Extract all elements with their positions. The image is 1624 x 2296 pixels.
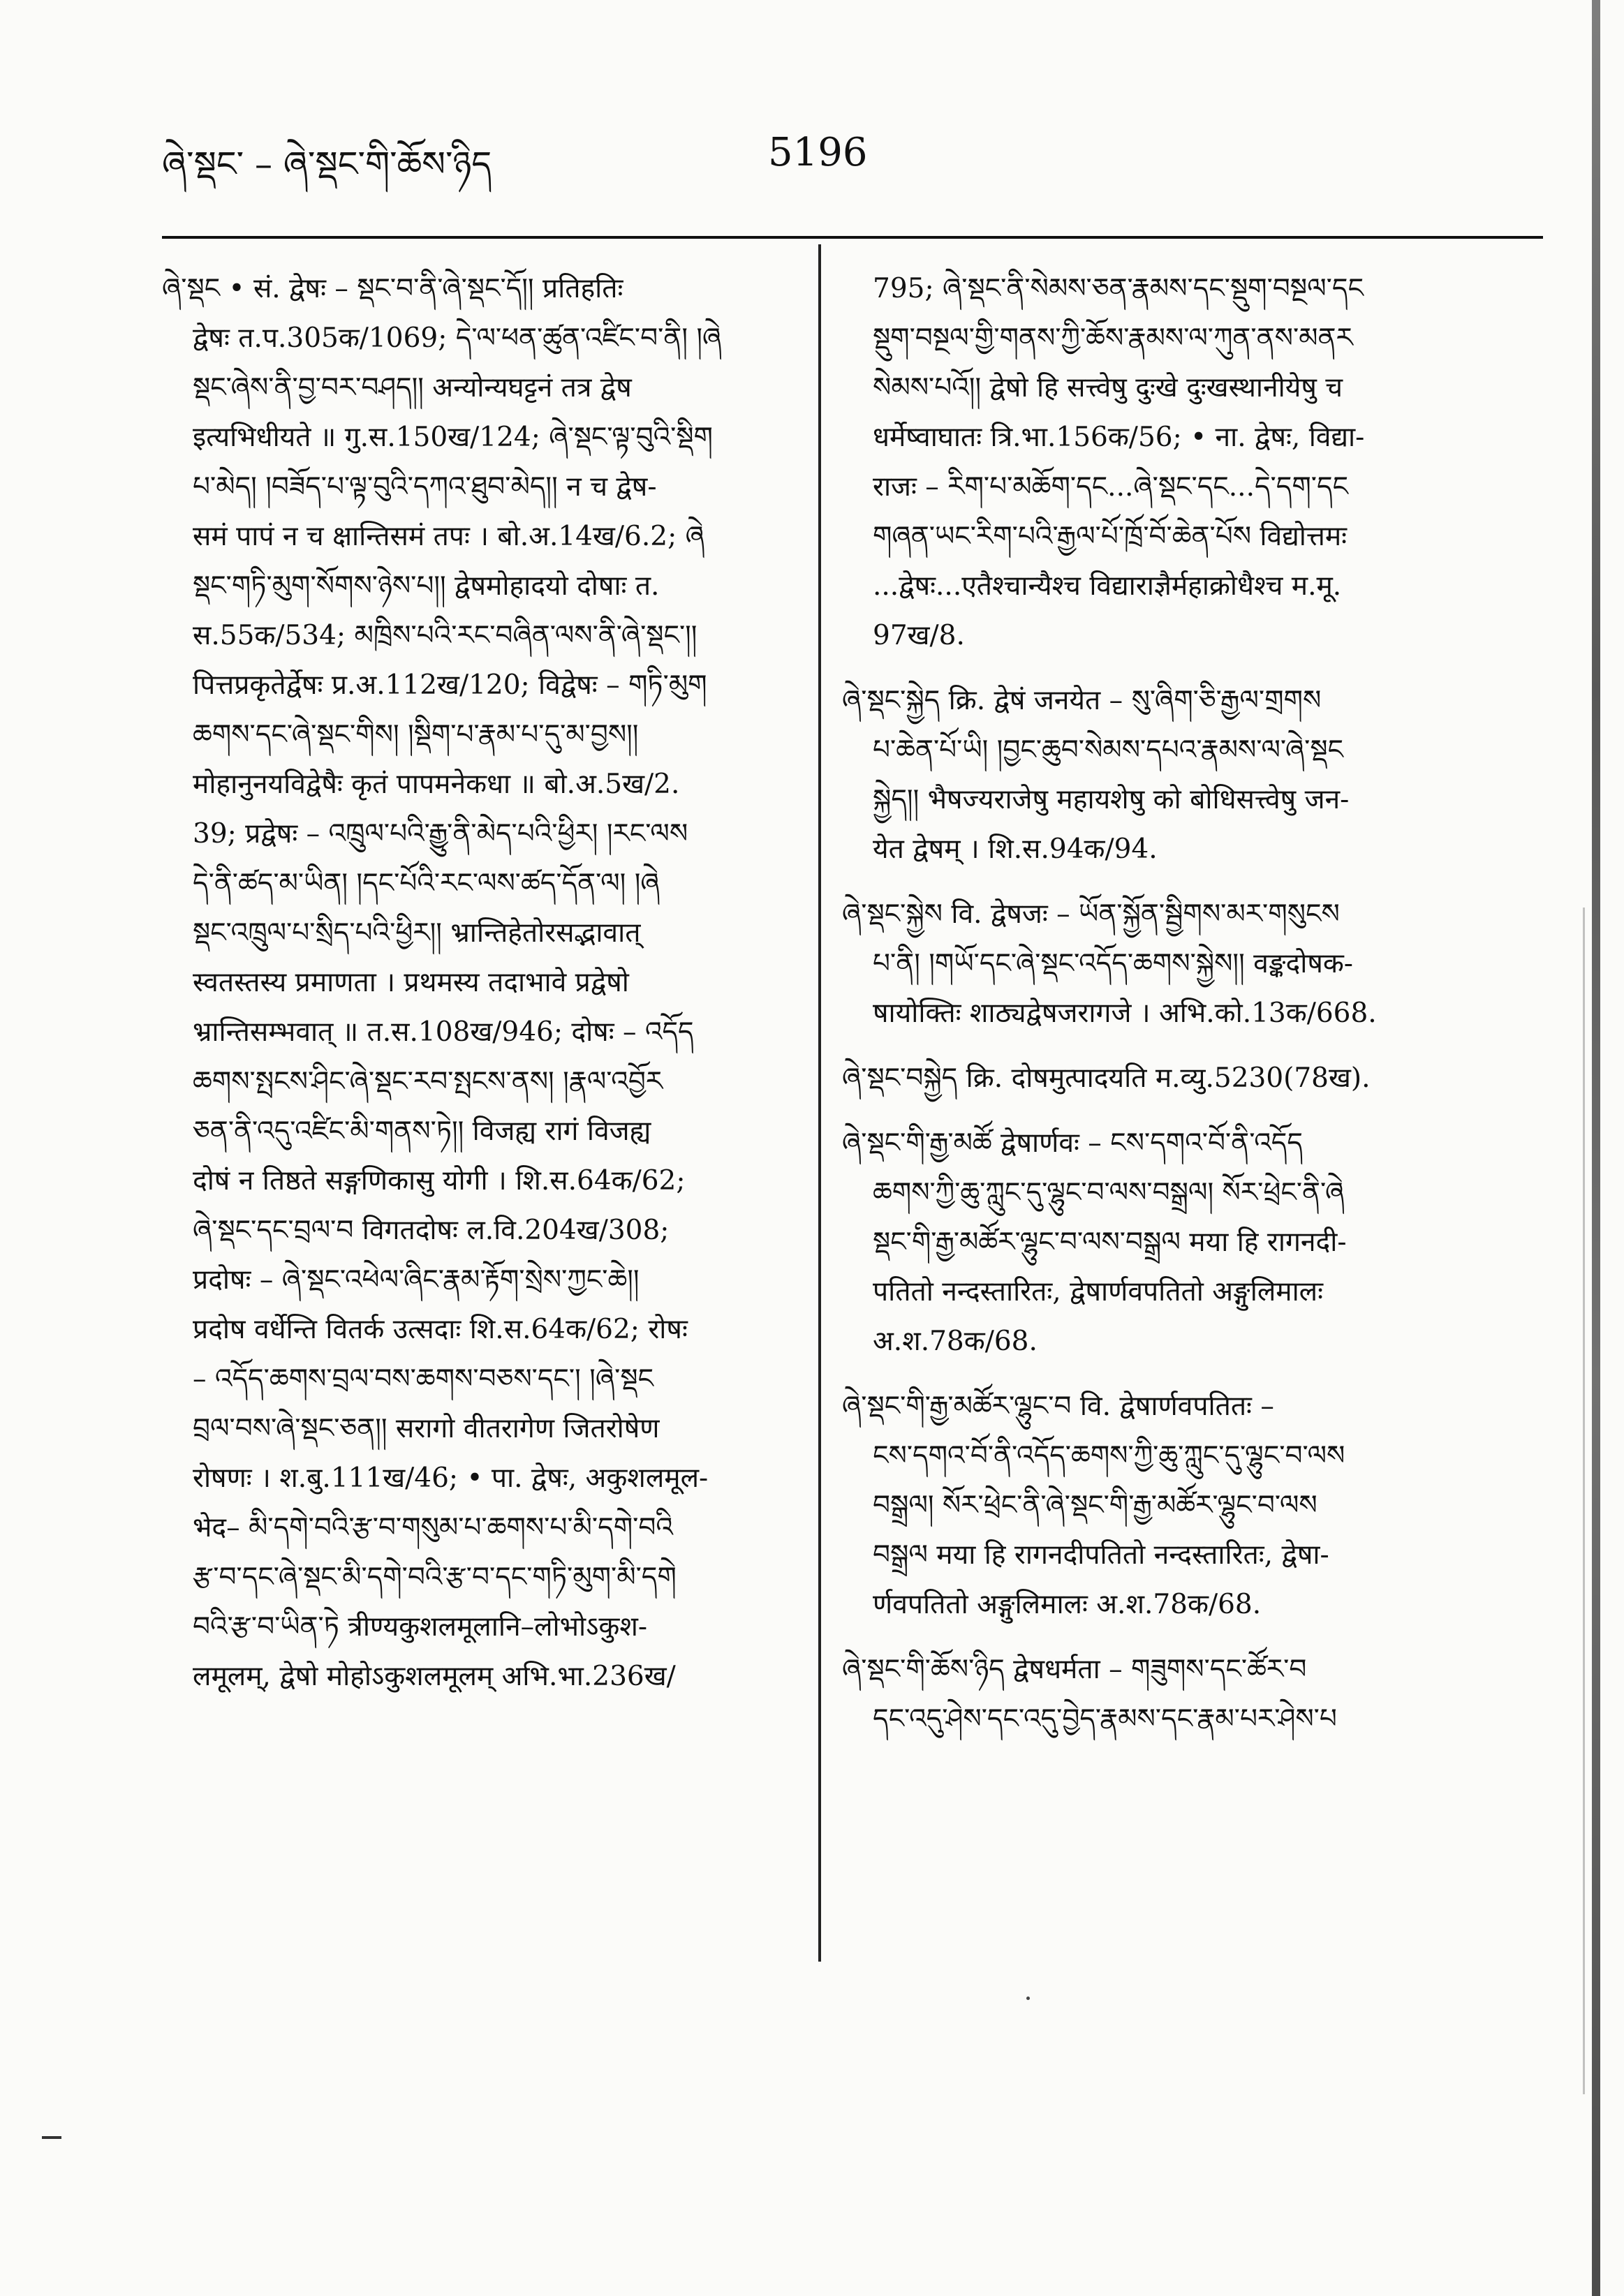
text-line: 97ख/8. (873, 620, 965, 651)
text-line: मोहानुनयविद्वेषैः कृतं पापमनेकधा ॥ बो.अ.5ख/2. (193, 769, 680, 800)
text-line: इत्यभिधीयते ॥ गु.स.150ख/124; ཞེ་སྡང་ལྟ་བུའི་སྡིག (193, 422, 713, 453)
text-line: स्वतस्तस्य प्रमाणता । प्रथमस्य तदाभावे प्रद्वेषो (193, 967, 629, 998)
text-line: བསྒྲལ मया हि रागनदीपतितो नन्दस्तारितः, द्वेषा- (873, 1539, 1329, 1571)
text-line: ཅན་ནི་འདུ་འཛིང་མི་གནས་ཏེ།། विजह्य रागं विजह्य (193, 1116, 651, 1147)
scan-edge (1592, 0, 1600, 2296)
entry-headword-line: ཞེ་སྡང་སྐྱེས वि. द्वेषजः – ཡོན་སྐྱོན་སྦྱིགས་མར་གསུངས (842, 898, 1340, 930)
text-line: དང་འདུ་ཤེས་དང་འདུ་བྱེད་རྣམས་དང་རྣམ་པར་ཤེས་པ (873, 1703, 1337, 1735)
text-line: 795; ཞེ་སྡང་ནི་སེམས་ཅན་རྣམས་དང་སྡུག་བསྔལ་དང (873, 273, 1364, 304)
text-line: སྡང་གཏི་མུག་སོགས་ཉེས་པ།། द्वेषमोहादयो दोषाः त. (193, 570, 660, 602)
header-rule (162, 236, 1543, 239)
text-line: स.55क/534; མཁྲིས་པའི་རང་བཞིན་ལས་ནི་ཞེ་སྡང་།། (193, 620, 697, 651)
entry-spacer (842, 660, 1543, 676)
text-line: སྡང་གི་རྒྱ་མཚོར་ལྷུང་བ་ལས་བསྒྲལ मया हि रागनदी- (873, 1227, 1347, 1258)
text-line: ངས་དགའ་བོ་ནི་འདོད་ཆགས་ཀྱི་ཆུ་ཀླུང་དུ་ལྷུང་བ་ལས (873, 1440, 1345, 1472)
text-line: भ्रान्तिसम्भवात् ॥ त.स.108ख/946; दोषः – འདོད (193, 1016, 694, 1048)
text-line: ཆགས་ཀྱི་ཆུ་ཀླུང་དུ་ལྷུང་བ་ལས་བསྒྲལ། སོར་ཕྲེང་ནི་ཞེ (873, 1177, 1345, 1208)
text-line: ...द्वेषः...एतैश्चान्यैश्च विद्याराज्ञैर्महाक्रोधैश्च म.मू. (873, 570, 1342, 602)
entry-headword-line: ཞེ་སྡང་གི་རྒྱ་མཚོ द्वेषार्णवः – ངས་དགའ་བོ་ནི་འདོད (842, 1127, 1303, 1159)
text-line: षायोक्तिः शाठ्यद्वेषजरागजे । अभि.को.13क/668. (873, 998, 1377, 1029)
text-line: र्णवपतितो अङ्गुलिमालः अ.श.78क/68. (873, 1589, 1262, 1620)
text-line: येत द्वेषम् । शि.स.94क/94. (873, 834, 1158, 865)
text-line: धर्मेष्वाघातः त्रि.भा.156क/56; • ना. द्वेषः, विद्या- (873, 422, 1365, 453)
entry-headword-line: ཞེ་སྡང་སྐྱེད क्रि. द्वेषं जनयेत – སུ་ཞིག་ཅི་རྒྱལ་གྲགས (842, 685, 1322, 716)
column-divider (818, 244, 821, 1962)
text-line: རྩ་བ་དང་ཞེ་སྡང་མི་དགེ་བའི་རྩ་བ་དང་གཏི་མུག་མི་དགེ (193, 1562, 677, 1593)
text-line: སྡུག་བསྔལ་གྱི་གནས་ཀྱི་ཆོས་རྣམས་ལ་ཀུན་ནས་མནར (873, 323, 1353, 354)
left-column (162, 264, 799, 2023)
text-line: प्रदोषः – ཞེ་སྡང་འཕེལ་ཞིང་རྣམ་རྟོག་སྲེས་ཀྱང་ཆེ།། (193, 1264, 640, 1296)
text-line: གཞན་ཡང་རིག་པའི་རྒྱལ་པོ་ཁྲོ་བོ་ཆེན་པོས विद्योत्तमः (873, 521, 1348, 552)
entry-spacer (842, 1366, 1543, 1382)
scan-edge-shadow (1583, 908, 1585, 2094)
entry-headword-line: ཞེ་སྡང་བསྐྱེད क्रि. दोषमुत्पादयति म.व्यु.5230(78ख). (842, 1062, 1371, 1094)
running-headword: ཞེ་སྡང་ – ཞེ་སྡང་གི་ཆོས་ཉིད (162, 144, 492, 184)
text-line: སེམས་པའོ།། द्वेषो हि सत्त्वेषु दुःखे दुःखस्थानीयेषु च (873, 372, 1343, 403)
entry-spacer (842, 1038, 1543, 1053)
text-line: དེ་ནི་ཚད་མ་ཡིན། །དང་པོའི་རང་ལས་ཚད་དོན་ལ། །ཞེ (193, 868, 660, 899)
text-line: ཆགས་དང་ཞེ་སྡང་གིས། །སྡིག་པ་རྣམ་པ་དུ་མ་བྱས།། (193, 719, 639, 750)
text-line: བསྒྲལ། སོར་ཕྲེང་ནི་ཞེ་སྡང་གི་རྒྱ་མཚོར་ལྷུང་བ་ལས (873, 1490, 1317, 1521)
text-line: द्वेषः त.प.305क/1069; དེ་ལ་ཕན་ཚུན་འཛིང་བ་ནི། །ཞེ (193, 323, 722, 354)
text-line: भेद– མི་དགེ་བའི་རྩ་བ་གསུམ་པ་ཆགས་པ་མི་དགེ་བའི (193, 1512, 673, 1543)
page-number: 5196 (768, 130, 868, 175)
text-line: པ་ནི། །གཡོ་དང་ཞེ་སྡང་འདོད་ཆགས་སྐྱེས།། वङ्कदोषक- (873, 948, 1353, 979)
speck-mark (1026, 1997, 1030, 2000)
text-line: བའི་རྩ་བ་ཡིན་ཏེ त्रीण्यकुशलमूलानि–लोभोऽकुश- (193, 1611, 648, 1643)
text-line: रोषणः । श.बु.111ख/46; • पा. द्वेषः, अकुशलमूल- (193, 1462, 709, 1494)
text-line: ཞེ་སྡང་དང་བྲལ་བ विगतदोषः ल.वि.204ख/308; (193, 1215, 670, 1246)
entry-spacer (842, 1629, 1543, 1645)
entry-spacer (842, 874, 1543, 889)
text-line: पित्तप्रकृतेर्द्वेषः प्र.अ.112ख/120; विद्वेषः – གཏི་མུག (193, 669, 707, 701)
text-line: लमूलम्, द्वेषो मोहोऽकुशलमूलम् अभि.भा.236ख/ (193, 1661, 676, 1692)
text-line: ཆགས་སྤངས་ཤིང་ཞེ་སྡང་རབ་སྤངས་ནས། །རྣལ་འབྱོར (193, 1066, 663, 1097)
entry-spacer (842, 1103, 1543, 1118)
text-line: ཞེ་སྡང • सं. द्वेषः – སྡང་བ་ནི་ཞེ་སྡང་དོ།། प्रतिहतिः (162, 273, 623, 304)
text-line: अ.श.78क/68. (873, 1326, 1038, 1357)
right-column (842, 264, 1543, 2009)
entry-headword-line: ཞེ་སྡང་གི་ཆོས་ཉིད द्वेषधर्मता – གཟུགས་དང་ཚོར་བ (842, 1654, 1307, 1685)
text-line: पतितो नन्दस्तारितः, द्वेषार्णवपतितो अङ्गुलिमालः (873, 1276, 1324, 1308)
text-line: 39; प्रद्वेषः – འཁྲུལ་པའི་རྒྱུ་ནི་མེད་པའི་ཕྱིར། །རང་ལས (193, 818, 688, 850)
text-line: समं पापं न च क्षान्तिसमं तपः । बो.अ.14ख/6.2; ཞེ (193, 521, 704, 552)
margin-mark (42, 2136, 61, 2139)
text-line: प्रदोष वर्धेन्ति वितर्क उत्सदाः शि.स.64क/62; रोषः (193, 1314, 688, 1345)
text-line: པ་མེད། །བཟོད་པ་ལྟ་བུའི་དཀའ་ཐུབ་མེད།། न च द्वेष- (193, 471, 657, 503)
text-line: པ་ཆེན་པོ་ཡི། །བྱང་ཆུབ་སེམས་དཔའ་རྣམས་ལ་ཞེ་སྡང (873, 734, 1344, 766)
text-line: दोषं न तिष्ठते सङ्गणिकासु योगी । शि.स.64क/62; (193, 1165, 686, 1197)
text-line: राजः – རིག་པ་མཆོག་དང...ཞེ་སྡང་དང...དེ་དག་དང (873, 471, 1349, 503)
text-line: སྐྱེད།། भैषज्यराजेषु महायशेषु को बोधिसत्त्वेषु जन- (873, 784, 1350, 815)
text-line: བྲལ་བས་ཞེ་སྡང་ཅན།། सरागो वीतरागेण जितरोषेण (193, 1413, 660, 1444)
text-line: སྡང་འཁྲུལ་པ་སྲིད་པའི་ཕྱིར།། भ्रान्तिहेतोरसद्भावात् (193, 917, 641, 949)
entry-headword-line: ཞེ་སྡང་གི་རྒྱ་མཚོར་ལྷུང་བ वि. द्वेषार्णवपतितः – (842, 1391, 1274, 1422)
text-line: སྡང་ཞེས་ནི་བྱ་བར་བཤད།། अन्योन्यघट्टनं तत्र द्वेष (193, 372, 632, 403)
text-line: – འདོད་ཆགས་བྲལ་བས་ཆགས་བཅས་དང་། །ཞེ་སྡང (193, 1363, 654, 1395)
